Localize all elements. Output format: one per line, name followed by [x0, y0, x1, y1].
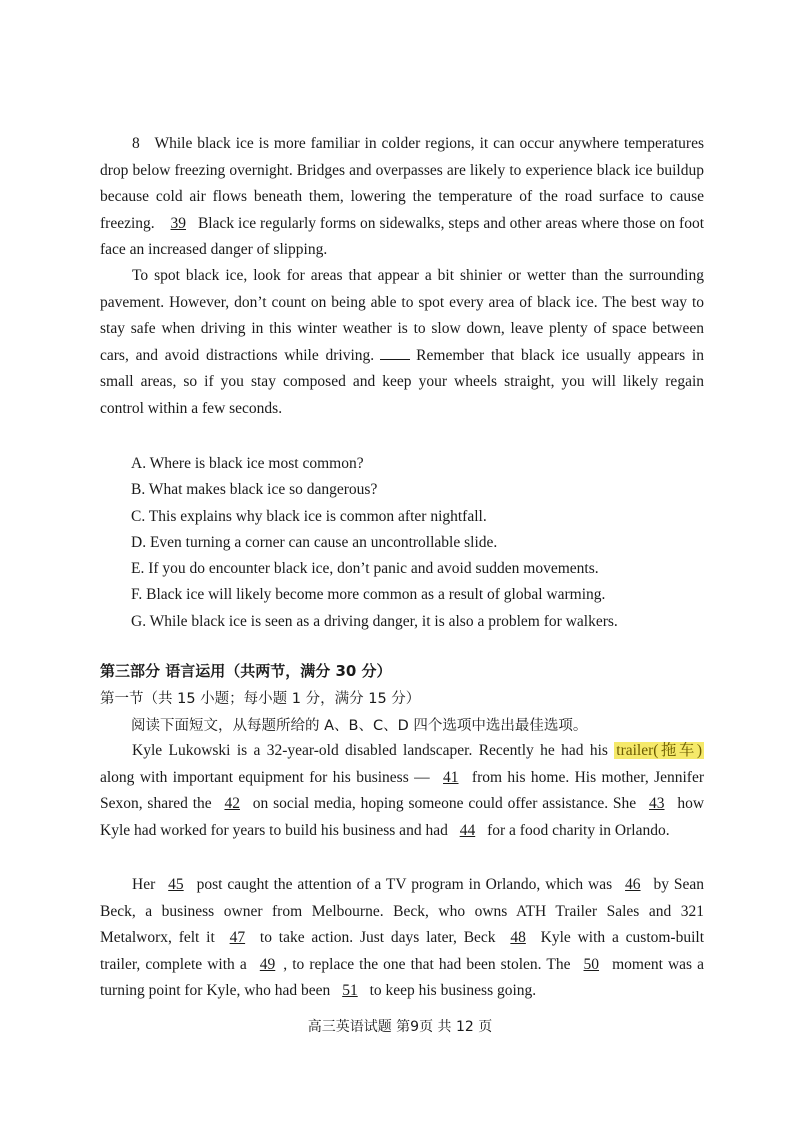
section-title: 第三部分 语言运用（共两节，满分 30 分） — [100, 662, 392, 680]
option-item[interactable]: C. This explains why black ice is common after nightfall. — [131, 507, 487, 525]
paragraph-text: how Kyle had worked for years to build his business and had — [100, 795, 705, 839]
blank-49[interactable]: 49 — [259, 955, 276, 973]
blank-51[interactable]: 51 — [342, 982, 358, 999]
paragraph-text: along with important equipment for his business — — [100, 768, 430, 786]
paragraph-text: , to replace the one that had been stolen. The — [283, 955, 571, 973]
section-subtitle: 第一节（共 15 小题；每小题 1 分，满分 15 分） — [100, 691, 421, 707]
blank-42[interactable]: 42 — [224, 795, 240, 812]
blank-41[interactable]: 41 — [443, 768, 459, 786]
cloze-paragraph-2 — [100, 872, 704, 1005]
paragraph-text: moment was a turning point for Kyle, who had been — [100, 955, 705, 999]
item-marker: 8 — [132, 135, 140, 152]
reading-paragraph-1 — [100, 131, 704, 264]
section-directions: 阅读下面短文，从每题所给的 A、B、C、D 四个选项中选出最佳选项。 — [131, 718, 588, 734]
paragraph-text: on social media, hoping someone could offer assistance. She — [252, 795, 637, 812]
blank-39[interactable]: 39 — [170, 214, 187, 232]
paragraph-text: for a food charity in Orlando. — [487, 821, 670, 839]
highlighted-word: trailer(拖车) — [616, 742, 703, 759]
paragraph-text: by Sean Beck, a business owner from Melbourne. Beck, who owns ATH Trailer Sales and 321 Metalworx, felt it — [100, 876, 705, 946]
paragraph-text: Kyle Lukowski is a 32-year-old disabled landscaper. Recently he had his — [132, 742, 608, 759]
blank-43[interactable]: 43 — [649, 795, 665, 812]
option-item[interactable]: F. Black ice will likely become more common as a result of global warming. — [131, 586, 606, 604]
paragraph-text: To spot black ice, look for areas that appear a bit shinier or wetter than the surrounding pavement. However, don’t count on being able to spot every area of black ice. The best way to stay safe when driving in this winter weather is to slow down, leave plenty of space between cars, and avoid distractions while driving. — [100, 267, 704, 364]
paragraph-text: Her — [132, 876, 156, 893]
option-item[interactable]: D. Even turning a corner can cause an uncontrollable slide. — [131, 533, 498, 551]
paragraph-text: While black ice is more familiar in colder regions, it can occur anywhere temperatures drop below freezing overnight. Bridges and overpasses are likely to experience black ice buildup because cold air flows beneath them, lowering the temperature of the road surface to cause freezing. — [100, 135, 704, 232]
page-footer: 高三英语试题 第9页 共 12 页 — [307, 1019, 493, 1035]
option-item[interactable]: G. While black ice is seen as a driving danger, it is also a problem for walkers. — [131, 612, 618, 630]
paragraph-text: Kyle with a custom-built trailer, complete with a — [100, 929, 705, 973]
blank-48[interactable]: 48 — [510, 929, 526, 946]
paragraph-text: to keep his business going. — [369, 982, 537, 999]
reading-paragraph-2 — [100, 263, 704, 422]
paragraph-text: post caught the attention of a TV program in Orlando, which was — [196, 876, 613, 893]
paragraph-text: Black ice regularly forms on sidewalks, steps and other areas where those on foot face an increased danger of slipping. — [100, 214, 705, 258]
blank-45[interactable]: 45 — [168, 876, 184, 893]
option-item[interactable]: B. What makes black ice so dangerous? — [131, 481, 378, 499]
paragraph-text: to take action. Just days later, Beck — [259, 929, 496, 946]
blank-40[interactable] — [380, 345, 410, 360]
cloze-paragraph-1 — [100, 738, 704, 844]
paragraph-text: Remember that black ice usually appears in small areas, so if you stay composed and keep your wheels straight, you will likely regain control within a few seconds. — [100, 346, 704, 417]
blank-46[interactable]: 46 — [625, 876, 641, 893]
option-item[interactable]: A. Where is black ice most common? — [131, 455, 364, 472]
options-list — [131, 451, 618, 635]
blank-50[interactable]: 50 — [583, 955, 600, 973]
option-item[interactable]: E. If you do encounter black ice, don’t panic and avoid sudden movements. — [131, 560, 599, 578]
blank-44[interactable]: 44 — [459, 821, 476, 839]
blank-47[interactable]: 47 — [229, 929, 246, 946]
paragraph-text: from his home. His mother, Jennifer Sexon, shared the — [100, 768, 704, 812]
